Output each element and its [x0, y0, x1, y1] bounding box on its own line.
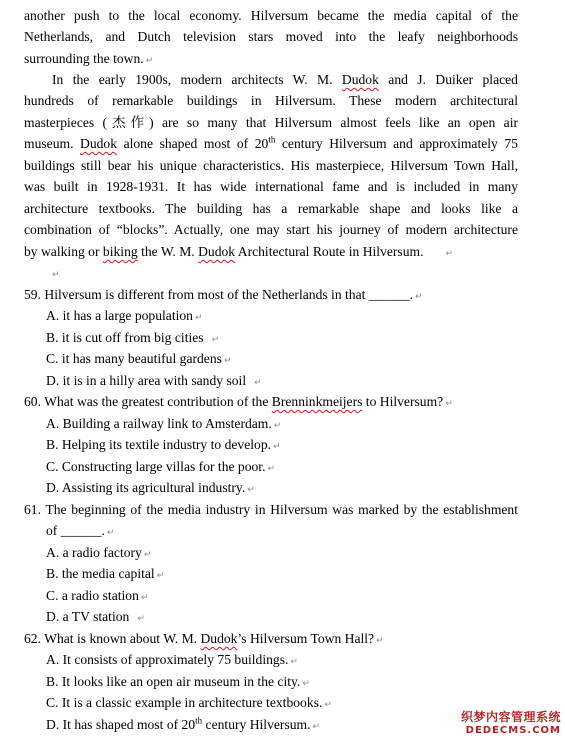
paragraph-mark-icon: ↵ [145, 56, 154, 66]
para2-line3: masterpieces (杰作) are so many that Hilversum almost feels like an open air [24, 115, 518, 130]
q61-stem-line2-text: of ______. [46, 523, 105, 538]
q60-option-c-text: C. Constructing large villas for the poor. [46, 459, 266, 474]
para1-line3-text: surrounding the town. [24, 51, 144, 66]
q60-option-d-text: D. Assisting its agricultural industry. [46, 480, 246, 495]
para2-line1: In the early 1900s, modern architects W. M. Dudok and J. Duiker placed [52, 72, 518, 87]
q59-option-c-text: C. it has many beautiful gardens [46, 351, 222, 366]
para2-line4-end: century Hilversum and approximately 75 [275, 136, 518, 151]
spellcheck-word: Dudok [198, 244, 236, 259]
q61-option-c-text: C. a radio station [46, 588, 139, 603]
watermark-line1: 织梦内容管理系统 [460, 710, 561, 724]
paragraph-mark-icon: ↵ [223, 356, 232, 366]
q61-option-b [46, 566, 164, 584]
paragraph-mark-icon: ↵ [267, 464, 276, 474]
q61-option-d [46, 609, 145, 627]
para1-line2: Netherlands, and Dutch television stars moved into the leafy neighborhoods [24, 29, 518, 44]
para1-line3 [24, 51, 153, 69]
paragraph-mark-icon: ↵ [247, 485, 255, 495]
para2-line2: hundreds of remarkable buildings in Hilversum. These modern architectural [24, 93, 518, 108]
paragraph-mark-icon: ↵ [143, 550, 152, 560]
q61-option-c [46, 588, 148, 606]
paragraph-mark-icon: ↵ [156, 571, 165, 581]
q62-option-a-text: A. It consists of approximately 75 buildings. [46, 652, 289, 667]
q59-option-d [46, 373, 262, 391]
para2-line9 [24, 244, 453, 262]
q59-option-a-text: A. it has a large population [46, 308, 193, 323]
q60-stem-text: 60. What was the greatest contribution of the Brenninkmeijers to Hilversum? [24, 394, 444, 409]
paragraph-mark-icon: ↵ [302, 679, 310, 689]
q61-option-a [46, 545, 151, 563]
spellcheck-word: Brenninkmeijers [271, 394, 363, 409]
watermark-logo [449, 708, 561, 736]
q59-option-c [46, 351, 231, 369]
q60-option-b-text: B. Helping its textile industry to develop. [46, 437, 272, 452]
para2-line8: combination of “blocks”. Actually, one may start his journey of modern architecture [24, 222, 518, 237]
paragraph-mark-icon: ↵ [445, 249, 454, 259]
q59-option-b-text: B. it is cut off from big cities [46, 330, 204, 345]
q61-option-d-text: D. a TV station [46, 609, 130, 624]
q62-stem [24, 631, 384, 649]
q60-option-c [46, 459, 275, 477]
paragraph-mark-icon: ↵ [137, 614, 145, 624]
watermark-line2: DEDECMS.COM [465, 725, 561, 736]
para2-line5: buildings still bear his unique characteristics. His masterpiece, Hilversum Town Hall, [24, 158, 518, 173]
q62-option-b-text: B. It looks like an open air museum in the city. [46, 674, 301, 689]
paragraph-mark-icon: ↵ [52, 270, 60, 280]
paragraph-mark-icon: ↵ [290, 657, 298, 667]
para2-line6: was built in 1928-1931. It has wide international fame and is included in many [24, 179, 518, 194]
para2-line4-start: museum. Dudok alone shaped most of 20 [24, 136, 269, 151]
empty-line [50, 265, 60, 283]
q62-option-d-end: century Hilversum. [202, 717, 311, 732]
q60-option-a-text: A. Building a railway link to Amsterdam. [46, 416, 272, 431]
q62-option-c [46, 695, 332, 713]
paragraph-mark-icon: ↵ [376, 636, 384, 646]
paragraph-mark-icon: ↵ [140, 593, 149, 603]
q62-option-d [46, 717, 320, 735]
q61-stem-line2 [46, 523, 114, 541]
paragraph-mark-icon: ↵ [106, 528, 115, 538]
spellcheck-word: Dudok [200, 631, 238, 646]
spellcheck-word: Dudok [341, 72, 379, 87]
spellcheck-word: Dudok [80, 136, 118, 151]
q62-option-d-start: D. It has shaped most of 20 [46, 717, 196, 732]
q59-option-d-text: D. it is in a hilly area with sandy soil [46, 373, 247, 388]
para1-line1: another push to the local economy. Hilversum became the media capital of the [24, 8, 518, 23]
paragraph-mark-icon: ↵ [194, 313, 203, 323]
superscript-th: th [268, 134, 276, 145]
q60-option-d [46, 480, 255, 498]
q62-option-a [46, 652, 298, 670]
paragraph-mark-icon: ↵ [445, 399, 453, 409]
superscript-th: th [195, 715, 203, 726]
paragraph-mark-icon: ↵ [254, 378, 262, 388]
q60-stem [24, 394, 453, 412]
q59-option-a [46, 308, 203, 326]
paragraph-mark-icon: ↵ [273, 442, 281, 452]
q59-stem-text: 59. Hilversum is different from most of the Netherlands in that ______. [24, 287, 413, 302]
q61-stem-line1: 61. The beginning of the media industry in Hilversum was marked by the establishment [24, 502, 518, 517]
q62-option-c-text: C. It is a classic example in architecture textbooks. [46, 695, 323, 710]
q62-option-b [46, 674, 310, 692]
q62-stem-text: 62. What is known about W. M. Dudok’s Hilversum Town Hall? [24, 631, 375, 646]
para2-line9-text: by walking or biking the W. M. Dudok Architectural Route in Hilversum. [24, 244, 424, 259]
q61-option-a-text: A. a radio factory [46, 545, 142, 560]
paragraph-mark-icon: ↵ [312, 722, 321, 732]
q61-option-b-text: B. the media capital [46, 566, 155, 581]
paragraph-mark-icon: ↵ [324, 700, 332, 710]
para2-line4 [24, 136, 518, 152]
para2-line7: architecture textbooks. The building has a remarkable shape and looks like a [24, 201, 518, 216]
q59-option-b [46, 330, 219, 348]
paragraph-mark-icon: ↵ [211, 335, 220, 345]
q60-option-a [46, 416, 281, 434]
spellcheck-word: biking [102, 244, 138, 259]
q60-option-b [46, 437, 281, 455]
q59-stem [24, 287, 423, 305]
paragraph-mark-icon: ↵ [273, 421, 282, 431]
paragraph-mark-icon: ↵ [415, 292, 423, 302]
